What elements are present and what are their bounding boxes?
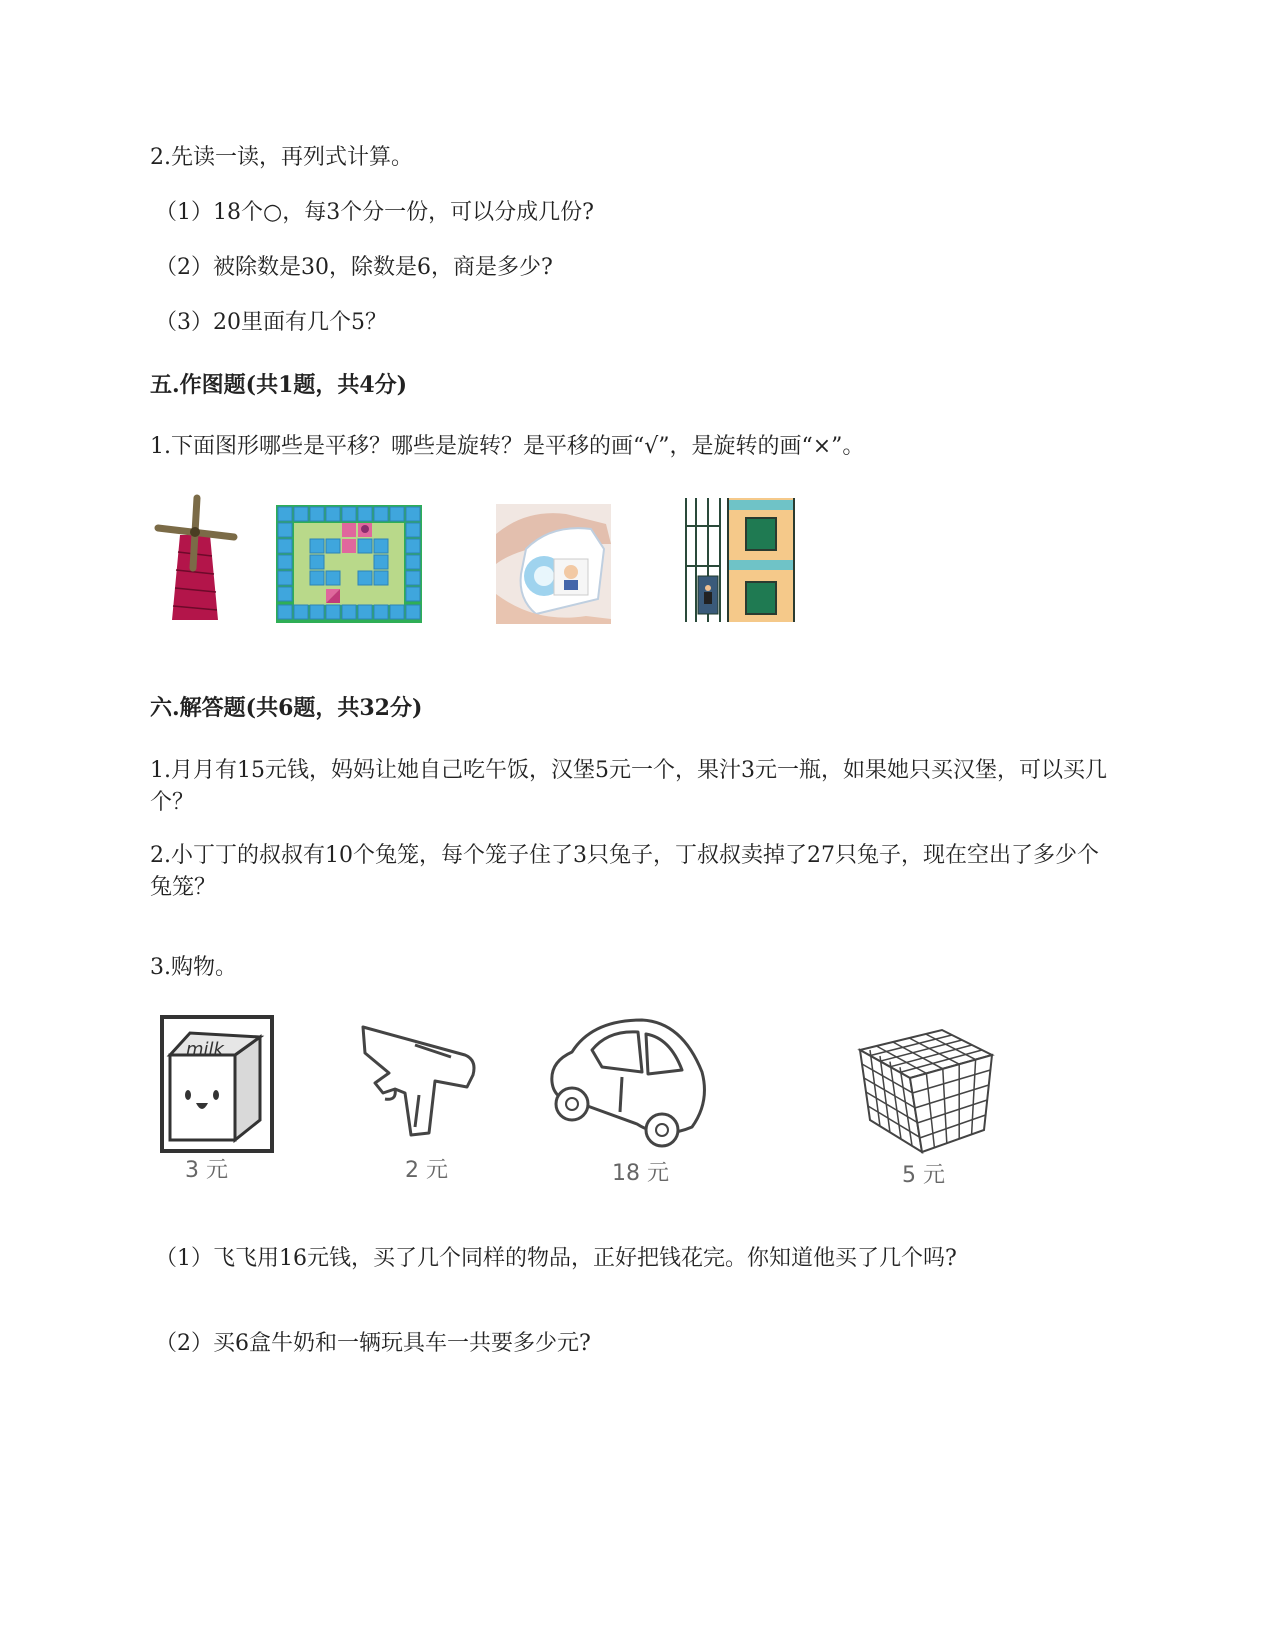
price-label: 3 元 <box>185 1158 228 1183</box>
question-item: （3）20里面有几个5？ <box>155 310 387 335</box>
question-item: （1）18个○，每3个分一份，可以分成几份? <box>155 200 594 225</box>
tape-dispenser-icon <box>496 504 611 624</box>
question-item: （2）买6盒牛奶和一辆玩具车一共要多少元? <box>155 1331 591 1356</box>
milk-label: milk <box>186 1039 224 1060</box>
price-label: 2 元 <box>405 1158 448 1183</box>
question-title: 2.先读一读，再列式计算。 <box>150 145 413 170</box>
toy-car-icon <box>542 1012 712 1152</box>
price-label: 5 元 <box>902 1163 945 1188</box>
question-item: （2）被除数是30，除数是6，商是多少? <box>155 255 553 280</box>
windmill-icon <box>150 490 245 625</box>
question-item: （1）飞飞用16元钱，买了几个同样的物品，正好把钱花完。你知道他买了几个吗? <box>155 1246 957 1271</box>
section-heading: 五.作图题(共1题，共4分) <box>150 372 408 398</box>
question-title: 1.下面图形哪些是平移？哪些是旋转？是平移的画“√”，是旋转的画“×”。 <box>150 434 865 459</box>
milk-carton-icon <box>160 1015 275 1155</box>
price-label: 18 元 <box>612 1161 669 1186</box>
question-text: 1.月月有15元钱，妈妈让她自己吃午饭，汉堡5元一个，果汁3元一瓶，如果她只买汉堡，可以买几个？ <box>150 758 1107 815</box>
rubiks-cube-icon <box>852 1020 1000 1156</box>
toy-gun-icon <box>355 1015 485 1145</box>
maze-game-icon <box>276 505 422 623</box>
question-text: 2.小丁丁的叔叔有10个兔笼，每个笼子住了3只兔子，丁叔叔卖掉了27只兔子，现在空出了多少个兔笼？ <box>150 843 1099 900</box>
question-title: 3.购物。 <box>150 955 237 980</box>
section-heading: 六.解答题(共6题，共32分) <box>150 695 423 721</box>
elevator-icon <box>684 496 796 624</box>
